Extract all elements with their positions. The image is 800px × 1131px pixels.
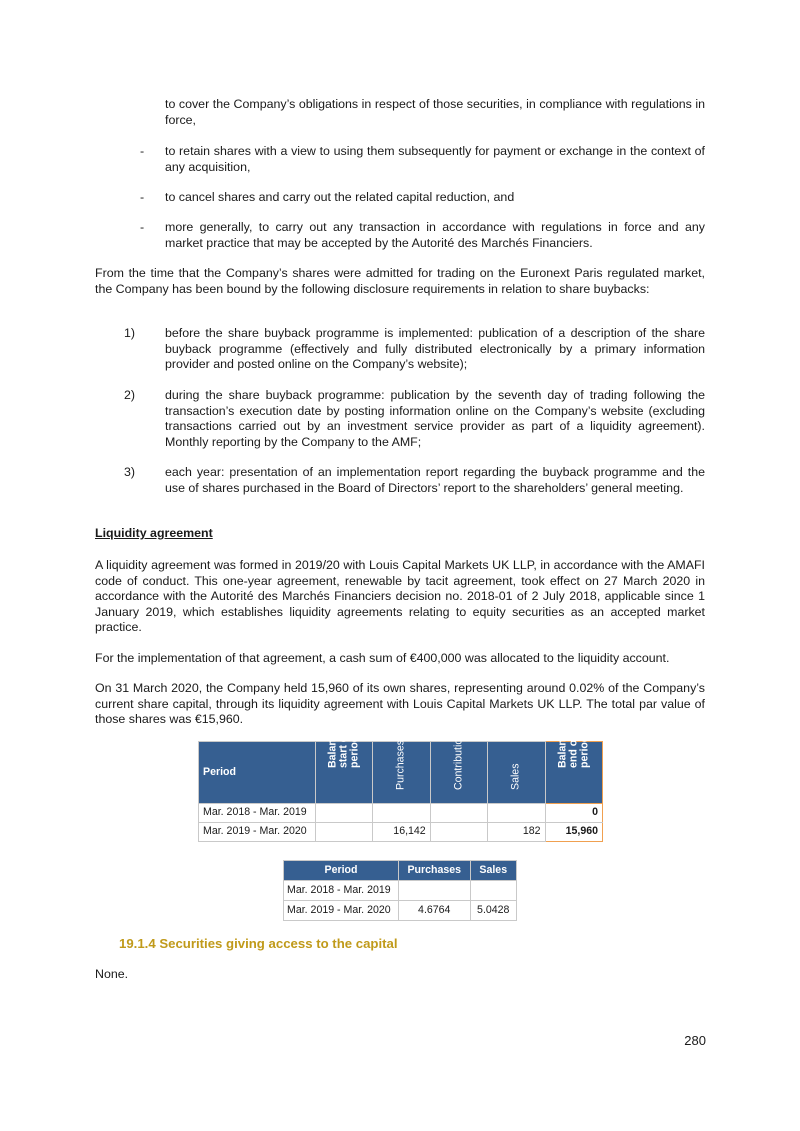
cell-sales — [488, 804, 545, 823]
average-price-table — [283, 860, 517, 921]
cell-balance-start — [315, 804, 372, 823]
cell-period: Mar. 2019 - Mar. 2020 — [199, 823, 316, 842]
header-balance-end-text: Balance at end of period — [556, 715, 591, 768]
bullet-text: to cancel shares and carry out the related capital reduction, and — [165, 190, 515, 204]
bullet-dash: - — [140, 144, 145, 158]
liquidity-paragraph: For the implementation of that agreement, a cash sum of €400,000 was allocated to the liquidity account. — [95, 651, 670, 665]
cell-contributions — [430, 823, 487, 842]
header-period: Period — [199, 742, 316, 804]
header-sales: Sales — [470, 861, 517, 881]
header-balance-start — [315, 715, 372, 804]
cell-sales: 182 — [488, 823, 545, 842]
cell-sales: 5.0428 — [470, 901, 517, 921]
cell-contributions — [430, 804, 487, 823]
item-number: 2) — [124, 388, 136, 402]
section-body: None. — [95, 967, 129, 981]
cell-period: Mar. 2019 - Mar. 2020 — [284, 901, 399, 921]
cell-balance-end: 15,960 — [545, 823, 602, 842]
item-text: each year: presentation of an implementation report regarding the buyback programme and the use of shares purchased in the Board of Directors’ report to the shareholders’ general meeting. — [165, 465, 705, 495]
cell-period: Mar. 2018 - Mar. 2019 — [199, 804, 316, 823]
table-row — [199, 823, 603, 842]
liquidity-heading: Liquidity agreement — [95, 526, 213, 540]
cell-purchases — [399, 881, 471, 901]
cell-purchases — [373, 804, 430, 823]
cell-sales — [470, 881, 517, 901]
cell-balance-start — [315, 823, 372, 842]
bullet-dash: - — [140, 190, 145, 204]
header-sales-text: Sales — [509, 763, 522, 790]
header-purchases: Purchases — [399, 861, 471, 881]
header-balance-end — [545, 715, 602, 804]
header-balance-start-text: Balance at start of period — [326, 715, 361, 768]
table-header-row — [284, 861, 517, 881]
table-row — [199, 804, 603, 823]
item-text: before the share buyback programme is implemented: publication of a description of the share buyback programme (effectively and fully distributed electronically by a primary information provider and posted online on the Company’s website); — [165, 326, 705, 372]
item-number: 3) — [124, 465, 136, 479]
cell-purchases: 4.6764 — [399, 901, 471, 921]
item-text: during the share buyback programme: publication by the seventh day of trading following the transaction’s execution date by posting information online on the Company’s website (excluding transactions carried out by an investment service provider as part of a liquidity agreement). Monthly reporting by the Company to the AMF; — [165, 388, 705, 449]
header-purchases-text: Purchases — [394, 739, 407, 790]
header-contributions — [430, 727, 487, 804]
bullet-text: to retain shares with a view to using them subsequently for payment or exchange in the context of any acquisition, — [165, 144, 705, 174]
table-row — [284, 901, 517, 921]
header-period: Period — [284, 861, 399, 881]
cell-period: Mar. 2018 - Mar. 2019 — [284, 881, 399, 901]
header-sales — [488, 742, 545, 804]
header-contributions-text: Contributions — [452, 727, 465, 790]
bullet-dash: - — [140, 220, 145, 234]
table-header-row — [199, 742, 603, 804]
table-row — [284, 881, 517, 901]
page-number: 280 — [684, 1033, 706, 1048]
cell-balance-end: 0 — [545, 804, 602, 823]
liquidity-paragraph: A liquidity agreement was formed in 2019/20 with Louis Capital Markets UK LLP, in accordance with the AMAFI code of conduct. This one-year agreement, renewable by tacit agreement, took effect on 27 March 2020 in accordance with the Autorité des Marchés Financiers decision no. 2018-01 of 2 July 2018, applicable since 1 January 2019, which establishes liquidity agreements relating to equity securities as an accepted market practice. — [95, 558, 705, 635]
header-purchases — [373, 739, 430, 804]
share-movements-table — [198, 715, 603, 842]
disclosure-intro: From the time that the Company’s shares were admitted for trading on the Euronext Paris regulated market, the Company has been bound by the following disclosure requirements in relation to share buybacks: — [95, 266, 705, 296]
liquidity-paragraph: On 31 March 2020, the Company held 15,960 of its own shares, representing around 0.02% of the Company’s current share capital, through its liquidity agreement with Louis Capital Markets UK LLP. The total par value of those shares was €15,960. — [95, 681, 705, 727]
section-heading: 19.1.4 Securities giving access to the capital — [119, 936, 398, 951]
cell-purchases: 16,142 — [373, 823, 430, 842]
intro-continuation: to cover the Company’s obligations in respect of those securities, in compliance with regulations in force, — [165, 97, 705, 127]
bullet-text: more generally, to carry out any transaction in accordance with regulations in force and any market practice that may be accepted by the Autorité des Marchés Financiers. — [165, 220, 705, 250]
item-number: 1) — [124, 326, 136, 340]
